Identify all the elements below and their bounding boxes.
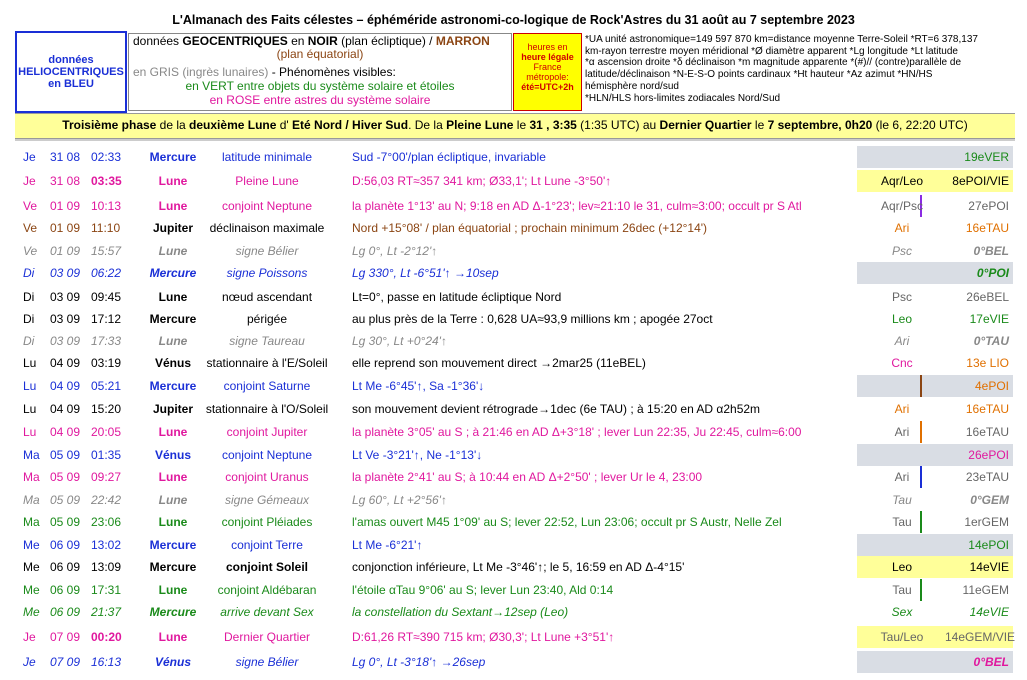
row-zodiac: 4ePOI [974, 379, 1009, 393]
row-body: Lune [158, 290, 188, 304]
row-time: 17:31 [91, 583, 122, 597]
row-zodiac: 0°TAU [973, 334, 1009, 348]
row-detail: la constellation du Sextant→12sep (Leo) [352, 605, 569, 619]
row-date: 05 09 [50, 493, 81, 507]
row-detail: Nord +15°08' / plan équatorial ; prochain minimum 26dec (+12°14') [352, 221, 708, 235]
row-date: 06 09 [50, 560, 81, 574]
row-body: Lune [158, 470, 188, 484]
row-event: signe Bélier [235, 244, 299, 258]
table-row [15, 330, 1015, 352]
row-date: 05 09 [50, 470, 81, 484]
row-detail: la planète 1°13' au N; 9:18 en AD Δ-1°23'; lev≈21:10 le 31, culm≈3:00; occult pr S Atl [352, 199, 802, 213]
row-body: Lune [158, 244, 188, 258]
row-zodiac: 16eTAU [965, 425, 1009, 439]
row-date: 06 09 [50, 583, 81, 597]
row-event: stationnaire à l'E/Soleil [206, 356, 328, 370]
table-row [15, 534, 1015, 556]
row-body: Vénus [154, 655, 191, 669]
row-time: 11:10 [91, 221, 121, 235]
row-day: Di [23, 334, 35, 348]
row-event: nœud ascendant [221, 290, 313, 304]
row-sign: Cnc [891, 356, 913, 370]
row-detail: l'étoile αTau 9°06' au S; lever Lun 23:40, Ald 0:14 [352, 583, 614, 597]
row-body: Mercure [149, 538, 197, 552]
row-body: Mercure [149, 312, 197, 326]
row-time: 20:05 [91, 425, 122, 439]
table-row [15, 601, 1015, 623]
table-row [15, 651, 1015, 673]
row-body: Mercure [149, 379, 197, 393]
row-time: 17:12 [91, 312, 122, 326]
row-day: Lu [23, 425, 37, 439]
row-time: 00:20 [91, 630, 122, 644]
row-sign: Ari [894, 470, 910, 484]
table-row [15, 421, 1015, 443]
row-event: Pleine Lune [235, 174, 299, 188]
row-date: 03 09 [50, 266, 81, 280]
row-event: périgée [246, 312, 288, 326]
row-body: Mercure [149, 150, 197, 164]
table-row [15, 489, 1015, 511]
row-event: conjoint Terre [231, 538, 303, 552]
row-body: Lune [158, 630, 188, 644]
row-time: 13:09 [91, 560, 122, 574]
row-event: conjoint Aldébaran [217, 583, 317, 597]
row-body: Jupiter [152, 402, 193, 416]
row-time: 13:02 [91, 538, 122, 552]
row-event: conjoint Uranus [225, 470, 309, 484]
row-event: conjoint Pléiades [221, 515, 313, 529]
row-detail: la planète 3°05' au S ; à 21:46 en AD Δ+3°18' ; lever Lun 22:35, Ju 22:45, culm≈6:00 [352, 425, 802, 439]
row-event: conjoint Neptune [221, 448, 313, 462]
row-zodiac: 26eBEL [966, 290, 1009, 304]
row-date: 06 09 [50, 538, 81, 552]
row-time: 21:37 [91, 605, 122, 619]
row-sign: Tau [892, 493, 912, 507]
row-date: 07 09 [50, 630, 81, 644]
row-zodiac: 0°BEL [973, 655, 1009, 669]
row-date: 03 09 [50, 290, 81, 304]
row-sign: Tau/Leo [860, 626, 944, 648]
row-day: Ma [23, 470, 40, 484]
divider [15, 139, 1015, 141]
row-zodiac: 14ePOI [968, 538, 1009, 552]
row-day: Lu [23, 402, 37, 416]
row-date: 04 09 [50, 425, 81, 439]
row-event: arrive devant Sex [220, 605, 314, 619]
row-date: 03 09 [50, 312, 81, 326]
row-day: Ve [23, 244, 38, 258]
row-day: Ve [23, 221, 38, 235]
row-time: 09:27 [91, 470, 122, 484]
row-sign: Leo [860, 556, 944, 578]
row-detail: Sud -7°00'/plan écliptique, invariable [352, 150, 546, 164]
row-body: Vénus [154, 356, 191, 370]
row-time: 03:19 [91, 356, 122, 370]
row-day: Ma [23, 515, 40, 529]
table-row [15, 466, 1015, 488]
row-zodiac: 0°GEM [970, 493, 1009, 507]
row-sign: Leo [891, 312, 913, 326]
row-sign: Ari [894, 221, 910, 235]
row-body: Lune [158, 515, 188, 529]
row-date: 06 09 [50, 605, 81, 619]
row-event: signe Gémeaux [224, 493, 310, 507]
row-day: Je [23, 655, 36, 669]
abbreviation-line: latitude/déclinaison *N-E-S-O points cardinaux *Ht hauteur *Az azimut *HN/HS [585, 69, 933, 81]
row-date: 03 09 [50, 334, 81, 348]
row-sign: Ari [894, 425, 910, 439]
row-detail: Lg 30°, Lt +0°24'↑ [352, 334, 447, 348]
row-time: 10:13 [91, 199, 122, 213]
row-event: conjoint Saturne [223, 379, 311, 393]
table-row [15, 398, 1015, 420]
row-detail: elle reprend son mouvement direct →2mar25 (11eBEL) [352, 356, 646, 370]
row-detail: Lt Ve -3°21'↑, Ne -1°13'↓ [352, 448, 483, 462]
row-date: 07 09 [50, 655, 81, 669]
row-body: Jupiter [152, 221, 193, 235]
row-time: 01:35 [91, 448, 122, 462]
row-zodiac: 14eVIE [969, 560, 1009, 574]
row-body: Mercure [149, 266, 197, 280]
row-zodiac: 1erGEM [964, 515, 1009, 529]
legend-heliocentric [15, 31, 127, 113]
table-row [15, 146, 1015, 168]
legend-geo-line1: données GEOCENTRIQUES en NOIR (plan écliptique) / MARRON [133, 34, 490, 48]
row-day: Lu [23, 379, 37, 393]
row-zodiac: 0°POI [976, 266, 1009, 280]
row-detail: l'amas ouvert M45 1°09' au S; lever 22:52, Lun 23:06; occult pr S Austr, Nelle Zel [352, 515, 782, 529]
row-body: Lune [158, 199, 188, 213]
row-event: conjoint Jupiter [226, 425, 308, 439]
row-body: Lune [158, 425, 188, 439]
row-time: 02:33 [91, 150, 122, 164]
row-date: 05 09 [50, 448, 81, 462]
row-time: 23:06 [91, 515, 122, 529]
row-time: 06:22 [91, 266, 122, 280]
table-row [15, 375, 1015, 397]
row-zodiac: 16eTAU [965, 402, 1009, 416]
row-event: latitude minimale [221, 150, 313, 164]
row-zodiac: 16eTAU [965, 221, 1009, 235]
row-date: 04 09 [50, 379, 81, 393]
legend-geo-line3: en GRIS (ingrès lunaires) - Phénomènes visibles: [133, 65, 396, 79]
row-time: 22:42 [91, 493, 122, 507]
table-row [15, 511, 1015, 533]
row-event: Dernier Quartier [223, 630, 311, 644]
row-day: Di [23, 266, 35, 280]
row-sign: Tau [892, 583, 912, 597]
row-event: conjoint Neptune [221, 199, 313, 213]
row-time: 03:35 [91, 174, 122, 188]
row-body: Mercure [149, 605, 197, 619]
row-detail: conjonction inférieure, Lt Me -3°46'↑; le 5, 16:59 en AD Δ-4°15' [352, 560, 685, 574]
row-day: Ma [23, 493, 40, 507]
row-detail: Lg 330°, Lt -6°51'↑ →10sep [352, 266, 499, 280]
position-marker [920, 375, 922, 397]
row-zodiac: 17eVIE [969, 312, 1009, 326]
legend-geo-line5: en ROSE entre astres du système solaire [209, 93, 431, 107]
table-row [15, 217, 1015, 239]
row-day: Lu [23, 356, 37, 370]
row-zodiac: 26ePOI [968, 448, 1009, 462]
row-detail: D:56,03 RT≈357 341 km; Ø33,1'; Lt Lune -3°50'↑ [352, 174, 612, 188]
row-detail: Lg 0°, Lt -2°12'↑ [352, 244, 438, 258]
row-date: 01 09 [50, 244, 81, 258]
row-time: 09:45 [91, 290, 122, 304]
row-date: 01 09 [50, 221, 81, 235]
table-row [15, 195, 1015, 217]
lunar-phase-banner: Troisième phase de la deuxième Lune d' Eté Nord / Hiver Sud. De la Pleine Lune le 31 , 3:35 (1:35 UTC) au Dernier Quartier le 7 septembre, 0h20 (le 6, 22:20 UTC) [15, 113, 1015, 139]
row-detail: Lg 60°, Lt +2°56'↑ [352, 493, 447, 507]
table-row [15, 262, 1015, 284]
row-detail: D:61,26 RT≈390 715 km; Ø30,3'; Lt Lune +3°51'↑ [352, 630, 615, 644]
abbreviation-line: hémisphère nord/sud [585, 80, 679, 92]
row-event: stationnaire à l'O/Soleil [205, 402, 329, 416]
row-zodiac: 8ePOI/VIE [952, 174, 1009, 188]
row-zodiac: 0°BEL [973, 244, 1009, 258]
row-day: Me [23, 538, 40, 552]
legend-geo-line4: en VERT entre objets du système solaire et étoiles [185, 79, 455, 93]
row-date: 31 08 [50, 150, 81, 164]
row-time: 05:21 [91, 379, 122, 393]
table-row [15, 286, 1015, 308]
table-row [15, 240, 1015, 262]
row-body: Vénus [154, 448, 191, 462]
row-body: Lune [158, 174, 188, 188]
row-event: signe Taureau [229, 334, 305, 348]
legend-legal-time: heures en heure légale France métropole: été=UTC+2h [513, 33, 582, 111]
row-zodiac: 11eGEM [962, 583, 1009, 597]
row-zodiac: 13e LIO [966, 356, 1009, 370]
row-detail: au plus près de la Terre : 0,628 UA≈93,9 millions km ; apogée 27oct [352, 312, 713, 326]
row-zodiac: 27ePOI [968, 199, 1009, 213]
legend-geocentric [128, 33, 512, 111]
abbreviations [585, 34, 1020, 104]
table-row [15, 352, 1015, 374]
row-date: 31 08 [50, 174, 81, 188]
row-sign: Psc [891, 290, 912, 304]
row-detail: Lt Me -6°21'↑ [352, 538, 423, 552]
table-row [15, 626, 1015, 648]
row-date: 04 09 [50, 356, 81, 370]
row-body: Lune [158, 493, 188, 507]
table-row [15, 579, 1015, 601]
row-date: 04 09 [50, 402, 81, 416]
row-body: Mercure [149, 560, 197, 574]
abbreviation-line: *HLN/HLS hors-limites zodiacales Nord/Sud [585, 92, 781, 104]
row-date: 05 09 [50, 515, 81, 529]
row-day: Ma [23, 448, 40, 462]
row-sign: Ari [894, 402, 910, 416]
row-event: conjoint Soleil [225, 560, 308, 574]
row-zodiac: 14eGEM/VIE [945, 630, 1016, 644]
abbreviation-line: km-rayon terrestre moyen méridional *Ø diamètre apparent *Lg longitude *Lt latitude [585, 45, 958, 57]
row-sign: Psc [891, 244, 912, 258]
row-day: Me [23, 560, 40, 574]
row-event: signe Poissons [226, 266, 308, 280]
row-time: 17:33 [91, 334, 122, 348]
row-event: signe Bélier [235, 655, 299, 669]
table-row [15, 170, 1015, 192]
row-body: Lune [158, 583, 188, 597]
row-sign: Sex [891, 605, 913, 619]
abbreviation-line: *UA unité astronomique=149 597 870 km=distance moyenne Terre-Soleil *RT=6 378,137 [585, 34, 978, 45]
row-day: Me [23, 583, 40, 597]
row-day: Ve [23, 199, 38, 213]
row-detail: Lt Me -6°45'↑, Sa -1°36'↓ [352, 379, 485, 393]
row-sign: Aqr/Leo [860, 170, 944, 192]
abbreviation-line: *α ascension droite *δ déclinaison *m magnitude apparente *(#)// (contre)parallèle de [585, 57, 962, 69]
row-day: Je [23, 150, 36, 164]
table-row [15, 444, 1015, 466]
page-title: L'Almanach des Faits célestes – éphéméride astronomi-co-logique de Rock'Astres du 31 août au 7 septembre 2023 [172, 13, 855, 27]
row-event: déclinaison maximale [209, 221, 325, 235]
row-zodiac: 19eVER [964, 150, 1009, 164]
row-day: Di [23, 312, 35, 326]
row-day: Me [23, 605, 40, 619]
table-row [15, 556, 1015, 578]
table-row [15, 308, 1015, 330]
row-date: 01 09 [50, 199, 81, 213]
row-sign: Ari [894, 334, 910, 348]
row-zodiac: 23eTAU [965, 470, 1009, 484]
row-time: 15:20 [91, 402, 122, 416]
row-detail: Lg 0°, Lt -3°18'↑ →26sep [352, 655, 486, 669]
legend-helio-text: données HELIOCENTRIQUES en BLEU [18, 53, 124, 91]
row-zodiac: 14eVIE [969, 605, 1009, 619]
row-detail: la planète 2°41' au S; à 10:44 en AD Δ+2°50' ; lever Ur le 4, 23:00 [352, 470, 703, 484]
row-sign: Tau [892, 515, 912, 529]
row-day: Je [23, 174, 36, 188]
legend-geo-line2: (plan équatorial) [276, 47, 364, 61]
row-detail: Lt=0°, passe en latitude écliptique Nord [352, 290, 562, 304]
row-day: Je [23, 630, 36, 644]
row-time: 15:57 [91, 244, 122, 258]
row-body: Lune [158, 334, 188, 348]
row-time: 16:13 [91, 655, 122, 669]
row-sign: Aqr/Psc [880, 199, 923, 213]
row-day: Di [23, 290, 35, 304]
row-detail: son mouvement devient rétrograde→1dec (6e TAU) ; à 15:20 en AD α2h52m [352, 402, 761, 416]
